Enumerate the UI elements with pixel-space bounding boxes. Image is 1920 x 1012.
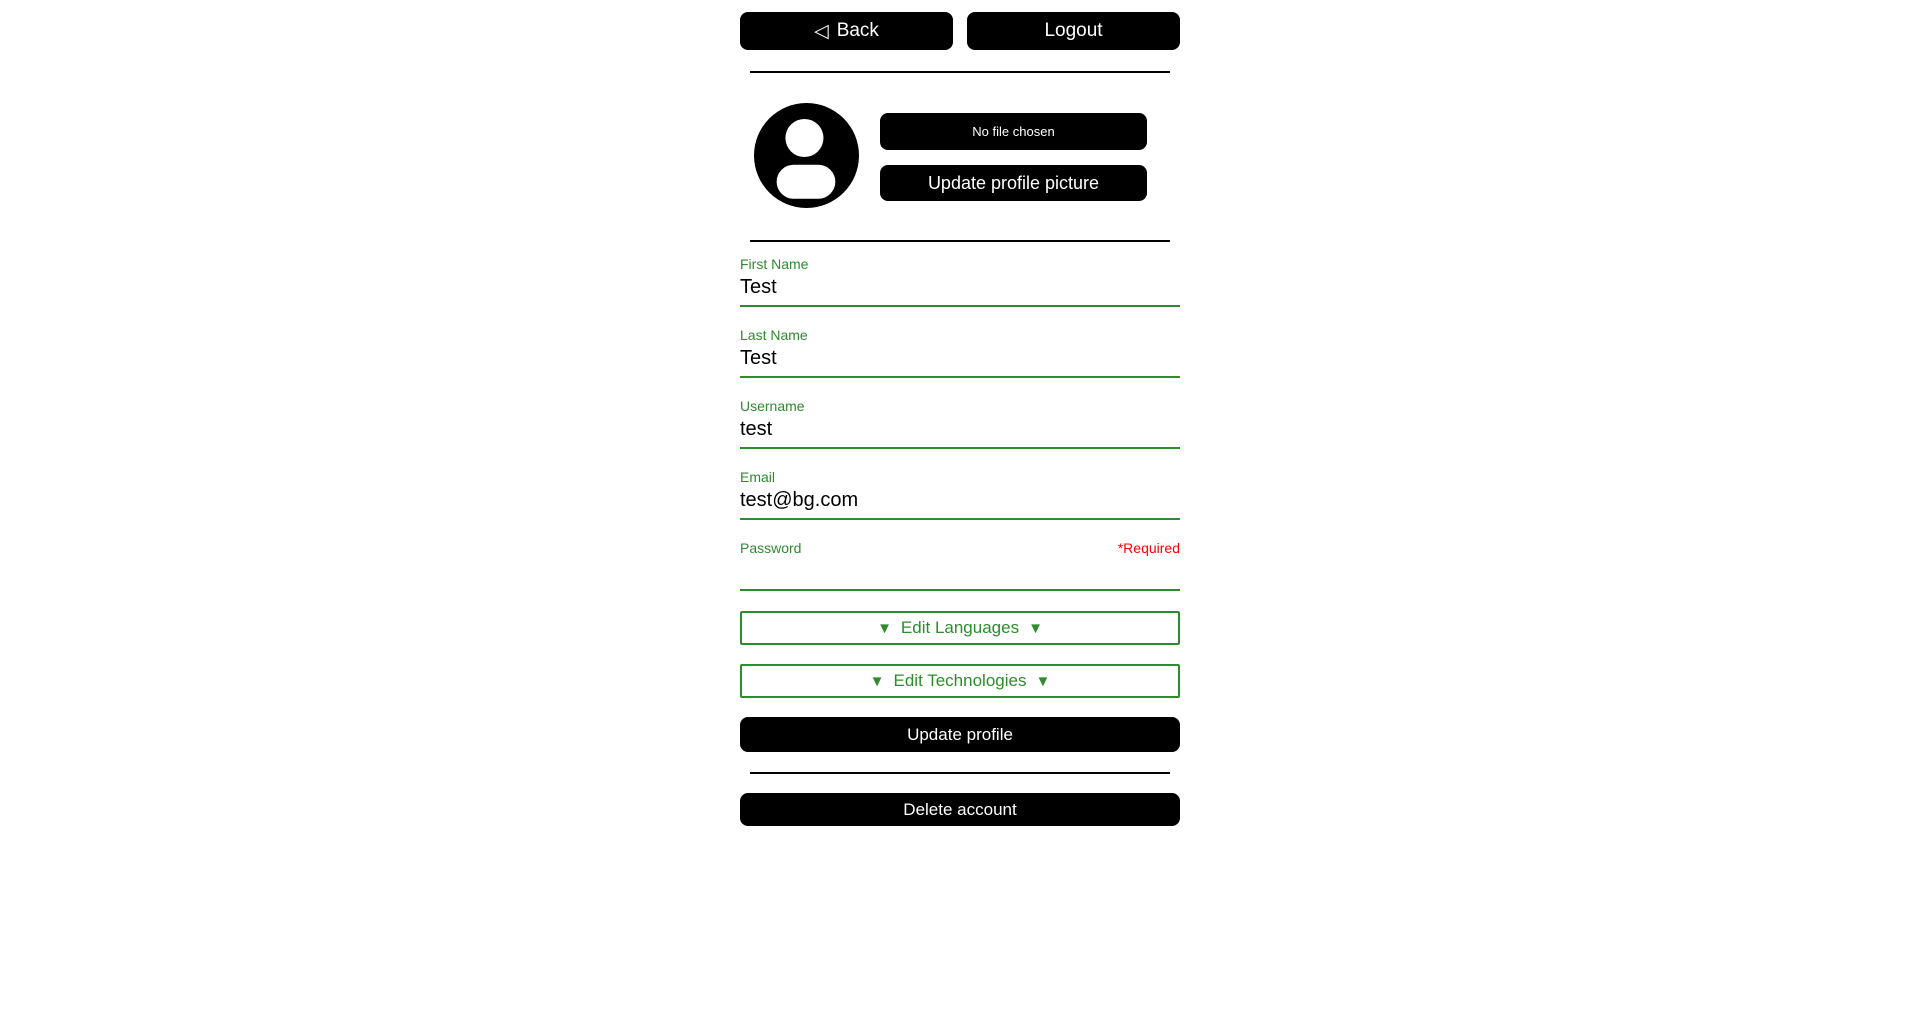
password-required-note: *Required xyxy=(1117,540,1180,556)
update-profile-button[interactable] xyxy=(740,717,1180,752)
password-label: Password xyxy=(740,540,802,556)
file-input-button[interactable] xyxy=(880,113,1147,150)
update-picture-button[interactable] xyxy=(880,165,1147,201)
edit-technologies-label: Edit Technologies xyxy=(893,671,1027,690)
back-button-label: Back xyxy=(836,20,879,41)
password-field xyxy=(740,540,1180,591)
divider-danger xyxy=(750,772,1170,774)
back-button[interactable] xyxy=(740,12,953,50)
update-profile-label: Update profile xyxy=(907,724,1013,744)
file-status-label: No file chosen xyxy=(972,124,1055,139)
edit-technologies-button[interactable] xyxy=(740,664,1180,698)
email-input[interactable] xyxy=(740,487,1180,520)
last-name-label: Last Name xyxy=(740,327,808,343)
top-button-row xyxy=(740,12,1180,50)
username-input[interactable] xyxy=(740,416,1180,449)
first-name-label: First Name xyxy=(740,256,809,272)
profile-form xyxy=(740,256,1180,752)
first-name-input[interactable] xyxy=(740,274,1180,307)
edit-languages-label: Edit Languages xyxy=(900,618,1020,637)
divider-avatar xyxy=(750,240,1170,242)
divider-top xyxy=(750,71,1170,73)
dropdown-arrow-icon: ▼ xyxy=(1035,672,1051,690)
update-picture-label: Update profile picture xyxy=(927,172,1100,193)
email-field xyxy=(740,469,1180,520)
profile-page xyxy=(740,0,1180,826)
picture-buttons-column xyxy=(880,103,1147,201)
last-name-field xyxy=(740,327,1180,378)
delete-account-label: Delete account xyxy=(903,799,1017,819)
delete-account-button[interactable] xyxy=(740,793,1180,826)
username-label: Username xyxy=(740,398,805,414)
back-arrow-icon: ◁ xyxy=(814,20,829,42)
dropdown-arrow-icon: ▼ xyxy=(1028,619,1043,637)
person-avatar-icon xyxy=(754,103,859,208)
last-name-input[interactable] xyxy=(740,345,1180,378)
logout-button[interactable] xyxy=(967,12,1180,50)
edit-languages-button[interactable] xyxy=(740,611,1180,645)
password-input[interactable] xyxy=(740,558,1180,591)
dropdown-arrow-icon: ▼ xyxy=(869,672,885,690)
profile-picture-section xyxy=(740,103,1180,208)
username-field xyxy=(740,398,1180,449)
dropdown-arrow-icon: ▼ xyxy=(877,619,892,637)
email-label: Email xyxy=(740,469,776,485)
logout-button-label: Logout xyxy=(1044,20,1103,41)
first-name-field xyxy=(740,256,1180,307)
